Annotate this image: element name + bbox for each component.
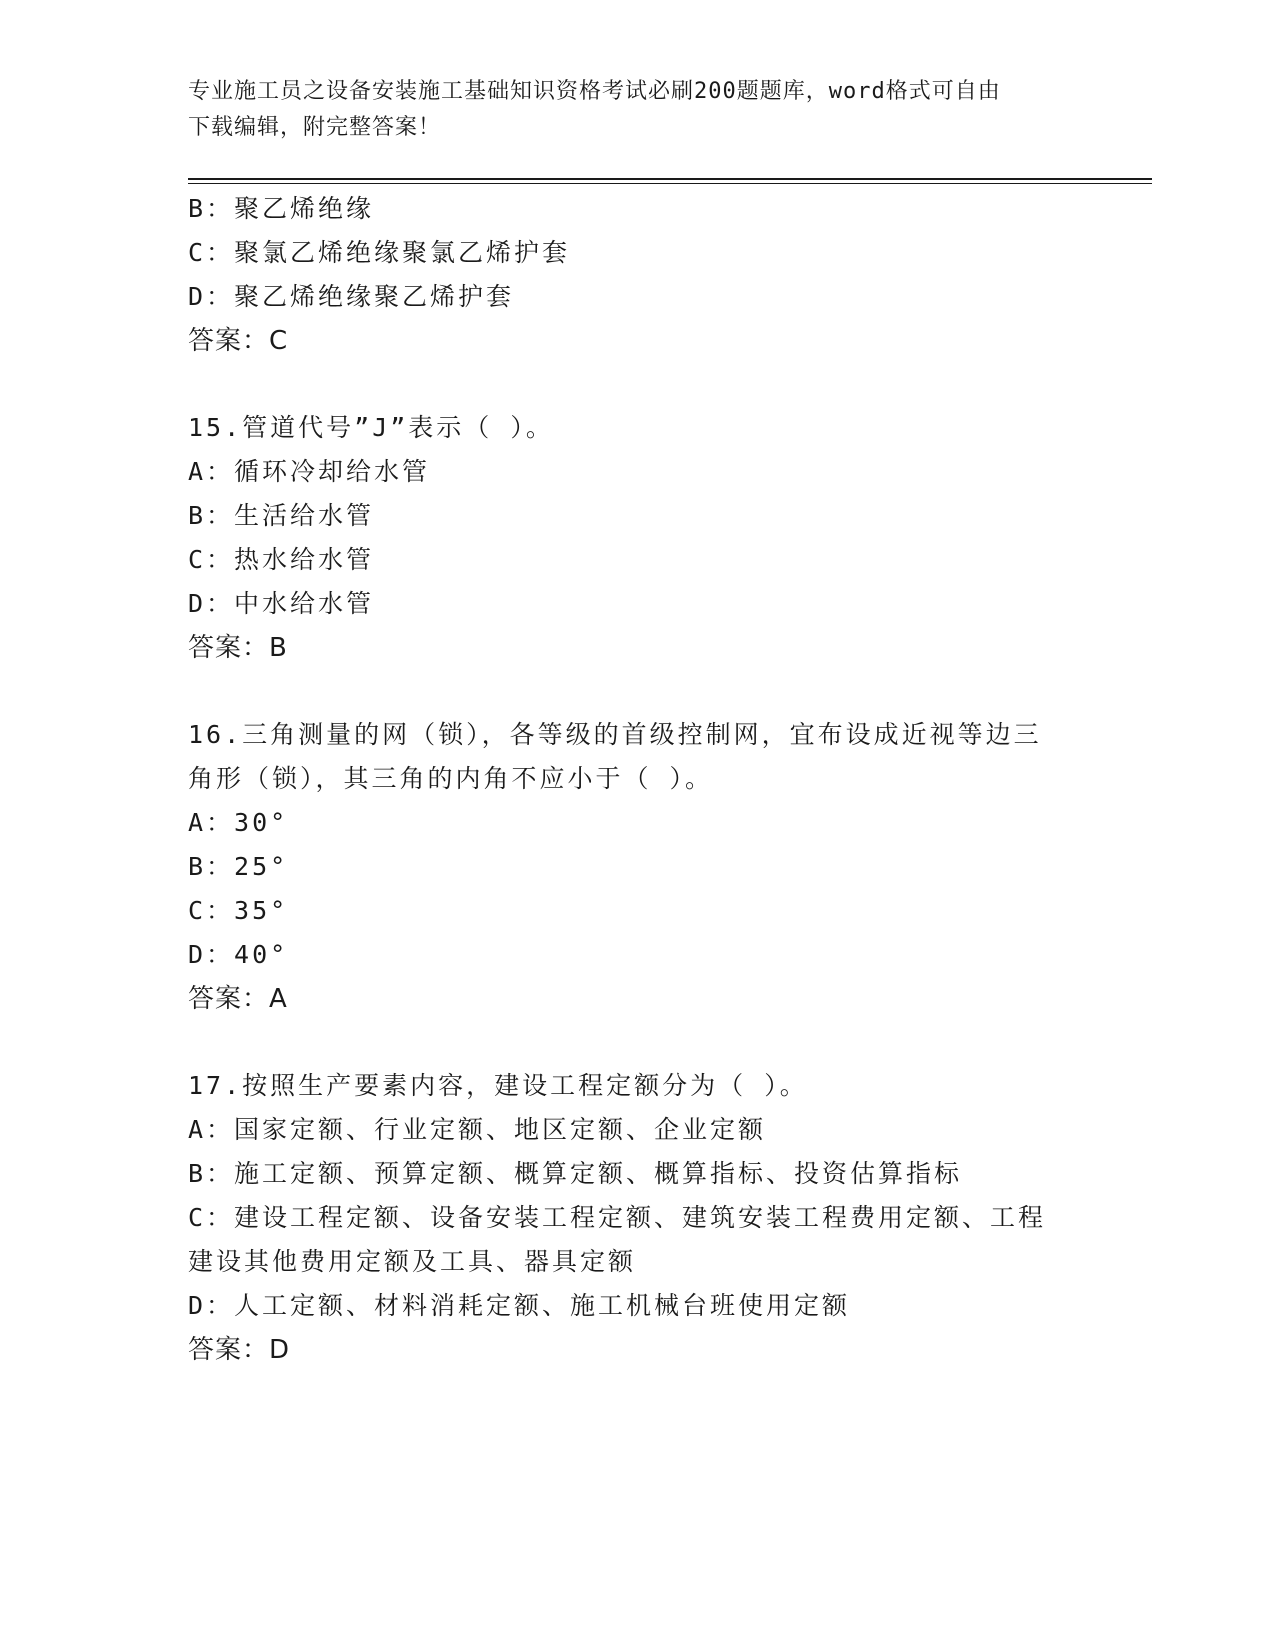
q17-option-b: B：施工定额、预算定额、概算定额、概算指标、投资估算指标	[188, 1159, 963, 1188]
q16-answer: 答案：A	[188, 984, 288, 1014]
q15-stem: 15.管道代号”J”表示（ ）。	[188, 413, 554, 442]
q16-option-a: A：30°	[188, 808, 289, 837]
header-text-line2: 下载编辑，附完整答案！	[188, 115, 442, 140]
q17-answer: 答案：D	[188, 1335, 291, 1365]
q15-option-c: C：热水给水管	[188, 545, 375, 574]
q16-stem-line1: 16.三角测量的网（锁），各等级的首级控制网，宜布设成近视等边三	[188, 720, 1042, 749]
q14-option-c: C：聚氯乙烯绝缘聚氯乙烯护套	[188, 238, 571, 267]
q17-option-c-line1: C：建设工程定额、设备安装工程定额、建筑安装工程费用定额、工程	[188, 1203, 1047, 1232]
q17-option-c-line2: 建设其他费用定额及工具、器具定额	[188, 1247, 637, 1276]
q15-option-a: A：循环冷却给水管	[188, 457, 431, 486]
q16-option-c: C：35°	[188, 896, 289, 925]
q17-stem: 17.按照生产要素内容，建设工程定额分为（ ）。	[188, 1071, 808, 1100]
q16-stem-line2: 角形（锁），其三角的内角不应小于（ ）。	[188, 764, 714, 793]
q16-option-b: B：25°	[188, 852, 289, 881]
q16-option-d: D：40°	[188, 940, 289, 969]
q15-answer: 答案：B	[188, 633, 288, 663]
header-text-line1: 专业施工员之设备安装施工基础知识资格考试必刷200题题库，word格式可自由	[188, 79, 1001, 104]
q14-option-b: B：聚乙烯绝缘	[188, 194, 375, 223]
q14-option-d: D：聚乙烯绝缘聚乙烯护套	[188, 282, 515, 311]
q15-option-b: B：生活给水管	[188, 501, 375, 530]
q17-option-d: D：人工定额、材料消耗定额、施工机械台班使用定额	[188, 1291, 851, 1320]
q14-answer: 答案：C	[188, 326, 289, 356]
q15-option-d: D：中水给水管	[188, 589, 375, 618]
q17-option-a: A：国家定额、行业定额、地区定额、企业定额	[188, 1115, 767, 1144]
header-divider-thin	[188, 183, 1152, 184]
header-divider-thick	[188, 178, 1152, 180]
document-header	[188, 74, 1068, 146]
